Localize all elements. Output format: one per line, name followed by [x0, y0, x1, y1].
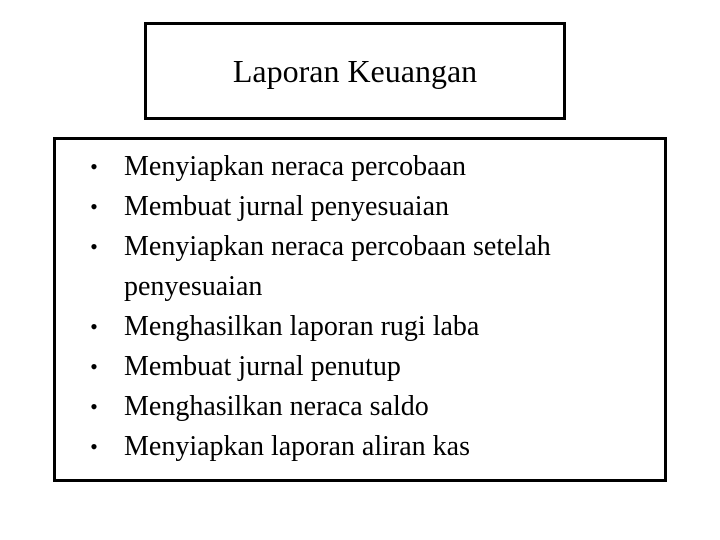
- list-item-text: Menyiapkan neraca percobaan setelah penyesuaian: [124, 231, 551, 302]
- title-box: [144, 22, 566, 120]
- list-item-text: Membuat jurnal penutup: [124, 351, 401, 382]
- list-item: [56, 347, 664, 387]
- bullet-icon: •: [90, 194, 98, 219]
- list-item-text: Menghasilkan neraca saldo: [124, 391, 429, 422]
- bullet-icon: •: [90, 314, 98, 339]
- bullet-icon: •: [90, 394, 98, 419]
- list-item-text: Membuat jurnal penyesuaian: [124, 191, 450, 222]
- bullet-icon: •: [90, 354, 98, 379]
- bullet-icon: •: [90, 234, 98, 259]
- bullet-icon: •: [90, 154, 98, 179]
- steps-box: [53, 137, 667, 482]
- list-item: [56, 147, 664, 187]
- list-item: [56, 187, 664, 227]
- list-item: [56, 227, 664, 307]
- list-item: [56, 427, 664, 467]
- list-item-text: Menyiapkan neraca percobaan: [124, 151, 467, 182]
- steps-list: [56, 147, 664, 467]
- list-item: [56, 387, 664, 427]
- list-item: [56, 307, 664, 347]
- bullet-icon: •: [90, 434, 98, 459]
- page-title: Laporan Keuangan: [232, 53, 478, 89]
- list-item-text: Menghasilkan laporan rugi laba: [124, 311, 480, 342]
- list-item-text: Menyiapkan laporan aliran kas: [124, 431, 470, 462]
